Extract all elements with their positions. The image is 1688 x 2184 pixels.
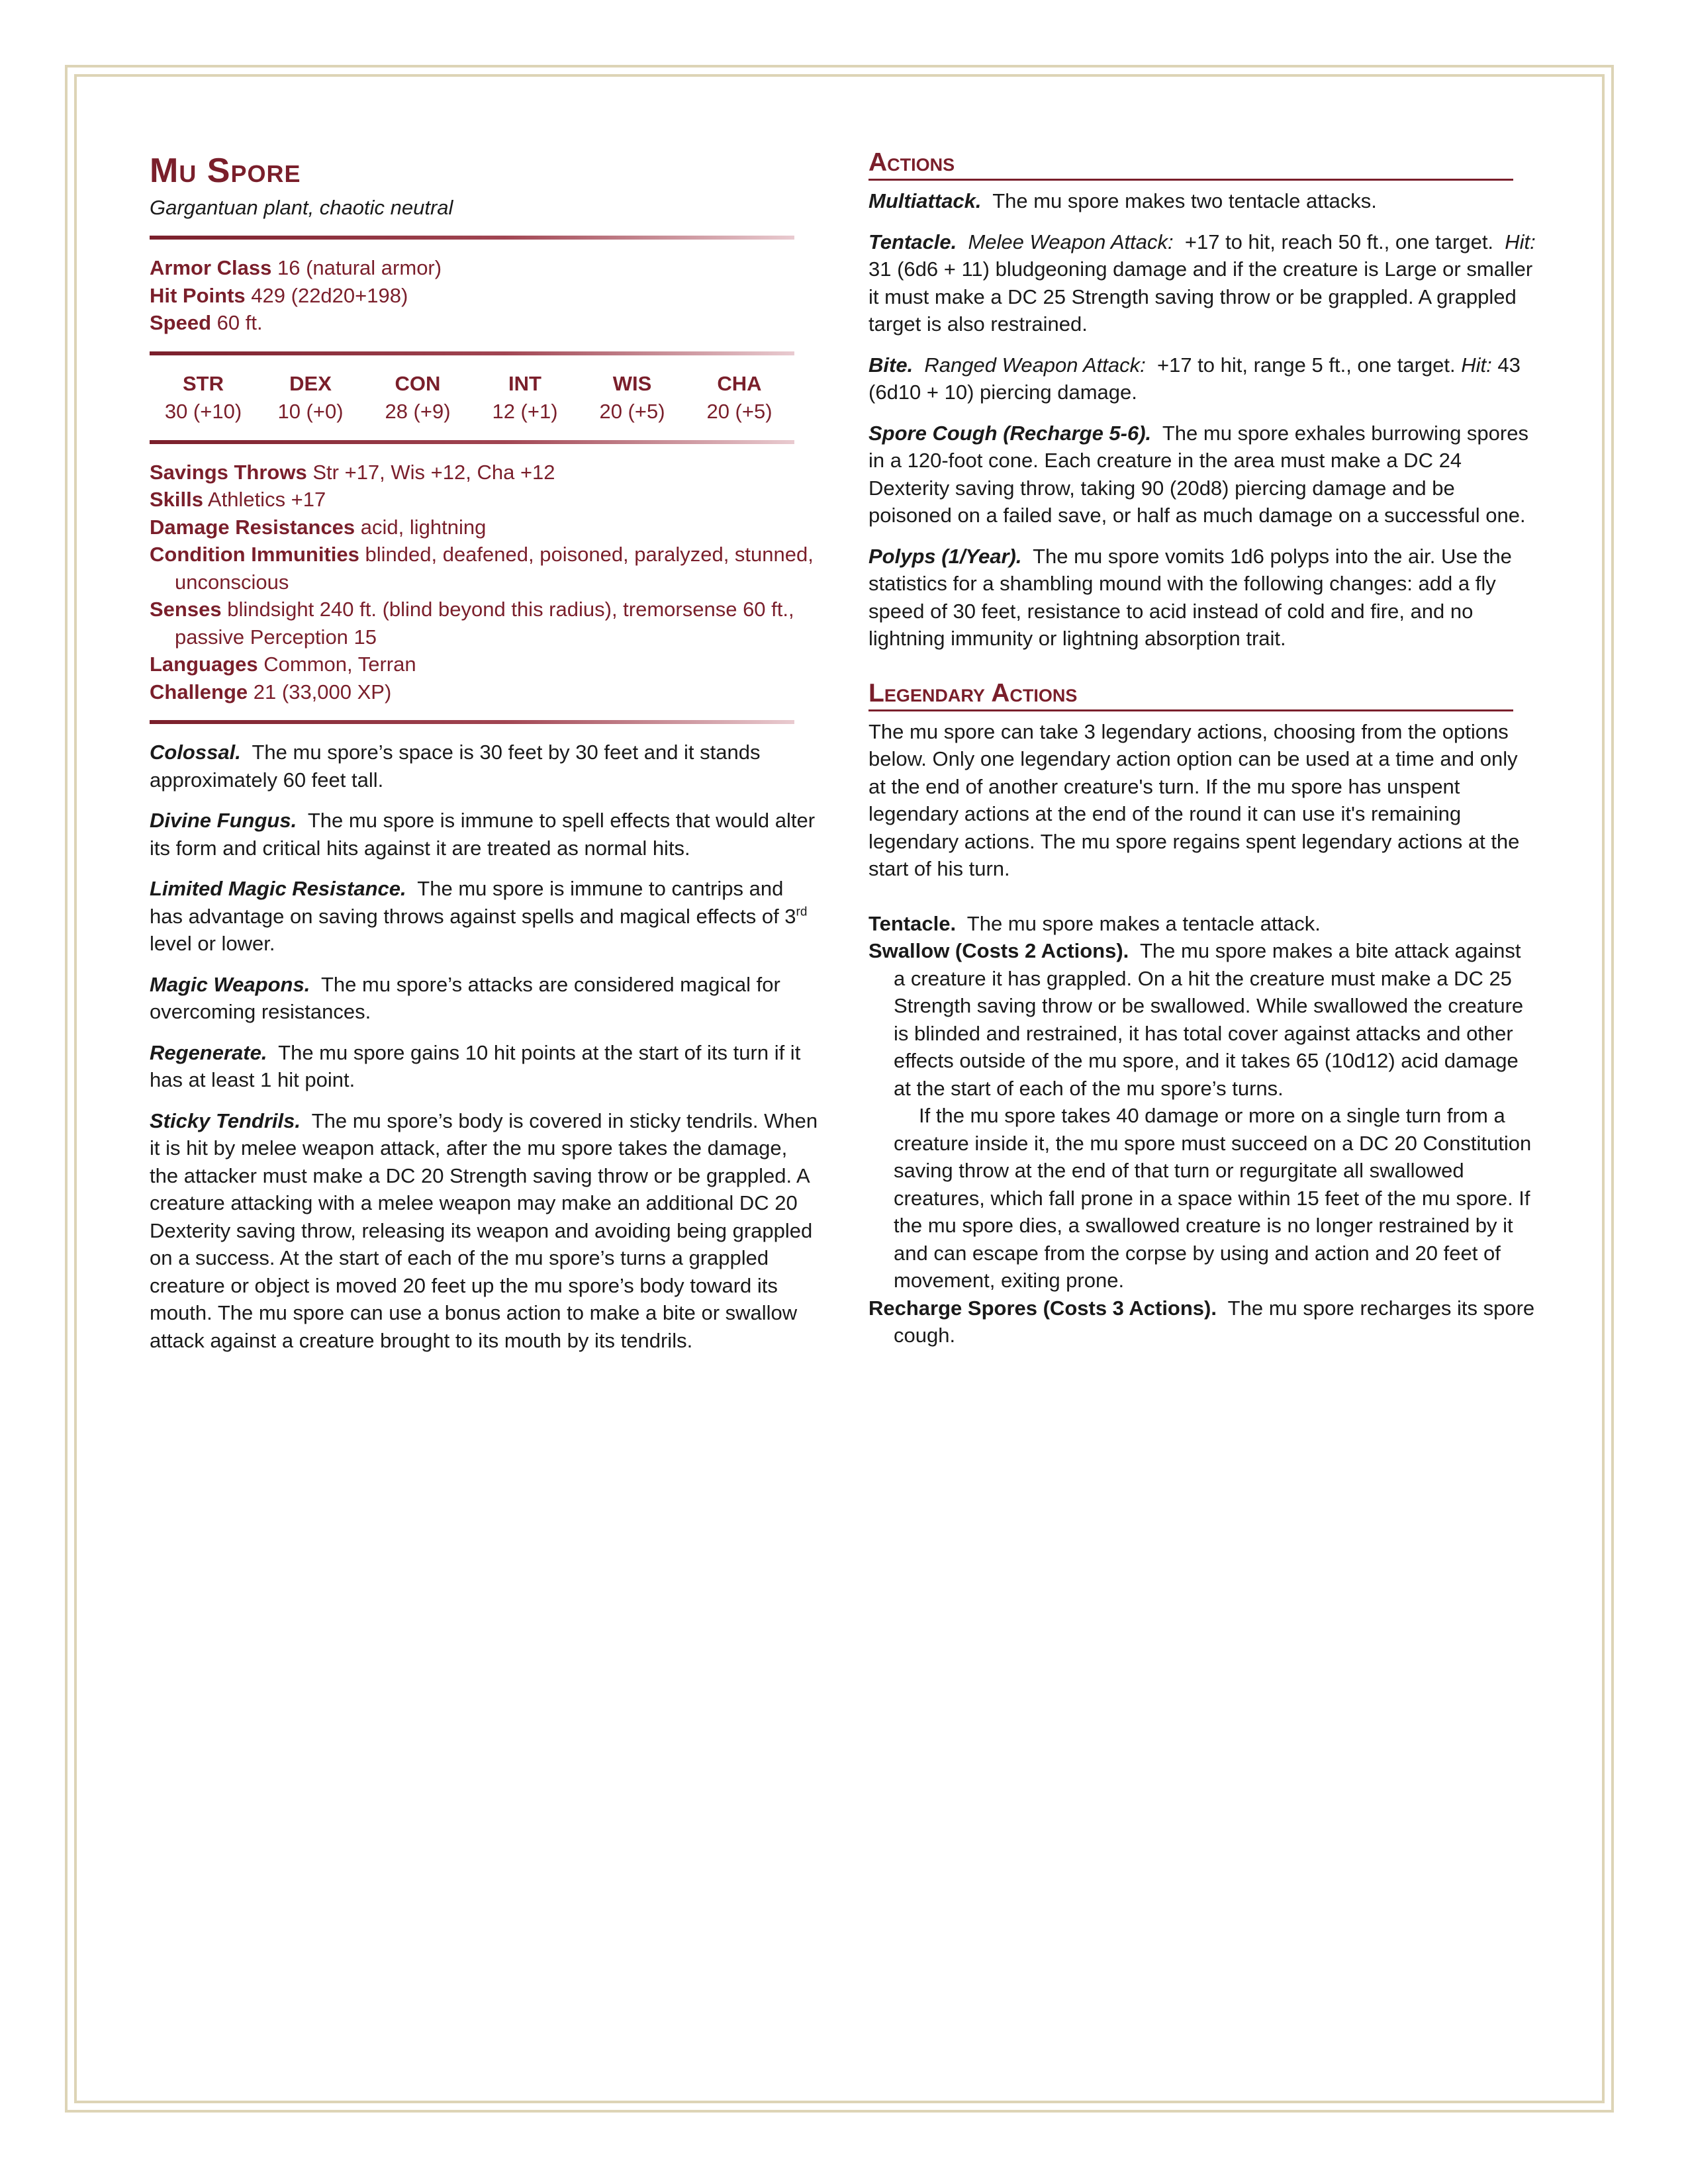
legendary-actions-list <box>868 910 1537 1349</box>
trait-divine-fungus: Divine Fungus. The mu spore is immune to spell effects that would alter its form and critical hits against it are treated as normal hits. <box>150 809 816 860</box>
languages: Languages Common, Terran <box>150 653 416 676</box>
actions-list <box>868 187 1537 653</box>
senses: Senses blindsight 240 ft. (blind beyond this radius), tremorsense 60 ft., passive Perception 15 <box>150 598 794 649</box>
action-bite: Bite. Ranged Weapon Attack: +17 to hit, range 5 ft., one target. Hit: 43 (6d10 + 10) piercing damage. <box>868 353 1521 404</box>
monster-name: Mu Spore <box>150 152 301 190</box>
stat-block-left-column <box>150 147 818 1354</box>
ability-wis: WIS 20 (+5) <box>599 371 665 423</box>
legendary-tentacle: Tentacle. The mu spore makes a tentacle attack. <box>868 911 1321 935</box>
hit-points: Hit Points 429 (22d20+198) <box>150 283 408 307</box>
speed: Speed 60 ft. <box>150 311 263 334</box>
challenge: Challenge 21 (33,000 XP) <box>150 680 392 704</box>
trait-sticky-tendrils: Sticky Tendrils. The mu spore’s body is covered in sticky tendrils. When it is hit by melee weapon attack, after the mu spore takes the damage, the attacker must make a DC 20 Strength saving throw or be grappled. A creature attacking with a melee weapon may make an additional DC 20 Dexterity saving throw, releasing its weapon and avoiding being grappled on a success. At the start of each of the mu spore’s turns a grappled creature or object is moved 20 feet up the mu spore’s body toward its mouth. The mu spore can use a bonus action to make a bite or swallow attack against a creature brought to its mouth by its tendrils. <box>150 1109 818 1352</box>
legendary-actions-intro: The mu spore can take 3 legendary actions, choosing from the options below. Only one legendary action option can be used at a time and only at the end of another creature's turn. If the mu spore has unspent legendary actions at the end of the round it can use it's remaining legendary actions. The mu spore regains spent legendary actions at the start of his turn. <box>868 719 1520 880</box>
action-polyps: Polyps (1/Year). The mu spore vomits 1d6 polyps into the air. Use the statistics for a shambling mound with the following changes: add a fly speed of 30 feet, resistance to acid instead of cold and fire, and no lightning immunity or lightning absorption trait. <box>868 544 1512 650</box>
skills: Skills Athletics +17 <box>150 488 326 511</box>
divider <box>150 720 794 724</box>
trait-limited-magic-resistance: Limited Magic Resistance. The mu spore is immune to cantrips and has advantage on saving throws against spells and magical effects of 3rd level or lower. <box>150 877 808 955</box>
action-multiattack: Multiattack. The mu spore makes two tentacle attacks. <box>868 189 1377 212</box>
ability-dex: DEX 10 (+0) <box>277 371 344 423</box>
armor-class: Armor Class 16 (natural armor) <box>150 256 442 279</box>
ability-str: STR 30 (+10) <box>164 371 242 423</box>
trait-magic-weapons: Magic Weapons. The mu spore’s attacks are considered magical for overcoming resistances. <box>150 972 780 1023</box>
trait-regenerate: Regenerate. The mu spore gains 10 hit points at the start of its turn if it has at least 1 hit point. <box>150 1040 801 1091</box>
legendary-swallow: Swallow (Costs 2 Actions). The mu spore makes a bite attack against a creature it has grappled. On a hit the creature must make a DC 25 Strength saving throw or be swallowed. While swallowed the creature is blinded and restrained, it has total cover against attacks and other effects outside of the mu spore, and it takes 65 (10d12) acid damage at the start of each of the mu spore’s turns. <box>868 939 1524 1100</box>
legendary-recharge-spores: Recharge Spores (Costs 3 Actions). The mu spore recharges its spore cough. <box>868 1296 1535 1347</box>
ability-cha: CHA 20 (+5) <box>706 371 773 423</box>
divider <box>150 351 794 355</box>
legendary-actions-heading: Legendary Actions <box>868 678 1513 711</box>
stat-block-right-column <box>868 147 1537 1349</box>
action-spore-cough: Spore Cough (Recharge 5-6). The mu spore exhales burrowing spores in a 120-foot cone. Each creature in the area must make a DC 24 Dexterity saving throw, taking 90 (20d8) piercing damage and be poisoned on a failed save, or half as much damage on a successful one. <box>868 421 1528 527</box>
ability-int: INT 12 (+1) <box>492 371 558 423</box>
ability-con: CON 28 (+9) <box>385 371 451 423</box>
divider <box>150 440 794 444</box>
ability-scores <box>150 370 794 426</box>
legendary-swallow-continued: If the mu spore takes 40 damage or more on a single turn from a creature inside it, the mu spore must succeed on a DC 20 Constitution saving throw at the end of that turn or regurgitate all swallowed creatures, which fall prone in a space within 15 feet of the mu spore. If the mu spore dies, a swallowed creature is no longer restrained by it and can escape from the corpse by using and action and 20 feet of movement, exiting prone. <box>894 1104 1532 1292</box>
actions-heading: Actions <box>868 147 1513 181</box>
monster-type: Gargantuan plant, chaotic neutral <box>150 196 453 219</box>
condition-immunities: Condition Immunities blinded, deafened, poisoned, paralyzed, stunned, unconscious <box>150 543 814 594</box>
divider <box>150 236 794 240</box>
trait-colossal: Colossal. The mu spore’s space is 30 feet by 30 feet and it stands approximately 60 feet tall. <box>150 741 761 792</box>
saving-throws: Savings Throws Str +17, Wis +12, Cha +12 <box>150 460 555 484</box>
traits <box>150 739 818 1354</box>
action-tentacle: Tentacle. Melee Weapon Attack: +17 to hit, reach 50 ft., one target. Hit: 31 (6d6 + 11) bludgeoning damage and if the creature is Large or smaller it must make a DC 25 Strength saving throw or be grappled. A grappled target is also restrained. <box>868 230 1536 336</box>
damage-resistances: Damage Resistances acid, lightning <box>150 515 487 539</box>
